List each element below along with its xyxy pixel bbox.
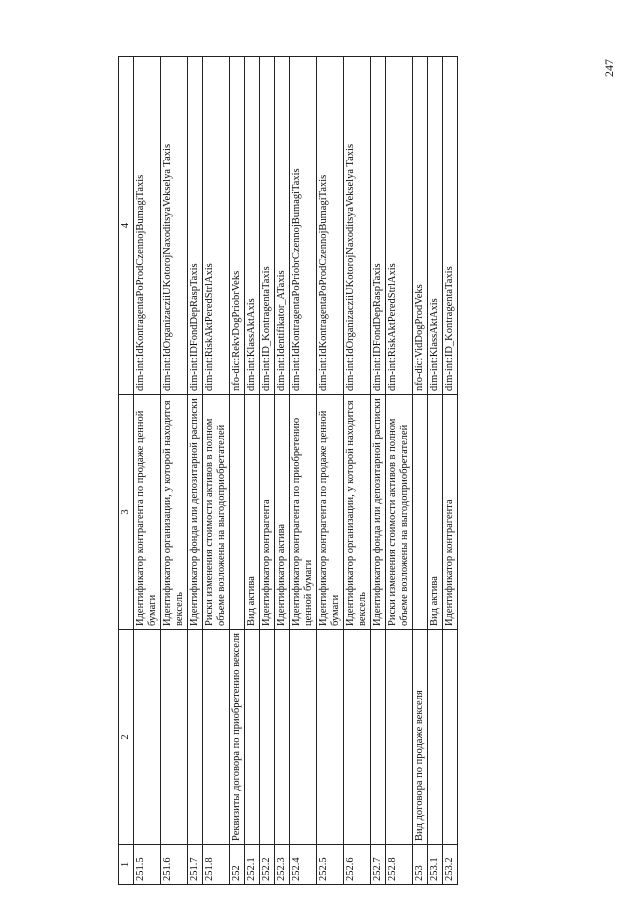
- row-code: dim-int:IdOrganizacziiUKotorojNaxoditsyaVekselya Taxis: [344, 57, 371, 395]
- row-name: [443, 630, 458, 845]
- row-number: 251.8: [203, 845, 230, 885]
- table-row: [230, 57, 245, 885]
- row-name: [245, 630, 260, 845]
- table-row: [290, 57, 317, 885]
- row-number: 252.2: [260, 845, 275, 885]
- row-name: [428, 630, 443, 845]
- table-row: [161, 57, 188, 885]
- row-description: Риски изменения стоимости активов в полном объеме возложены на выгодоприобретателей: [203, 395, 230, 630]
- row-number: 251.6: [161, 845, 188, 885]
- row-name: [134, 630, 161, 845]
- row-number: 253.2: [443, 845, 458, 885]
- row-number: 252.4: [290, 845, 317, 885]
- row-name: [344, 630, 371, 845]
- header-col-3: 3: [119, 395, 134, 630]
- row-code: dim-int:IDFondDepRaspTaxis: [371, 57, 386, 395]
- row-description: Идентификатор фонда или депозитарной расписки: [371, 395, 386, 630]
- row-name: [386, 630, 413, 845]
- table-row: [317, 57, 344, 885]
- table-row: [413, 57, 428, 885]
- row-code: dim-int:KlassAktAxis: [245, 57, 260, 395]
- table-row: [443, 57, 458, 885]
- row-name: [317, 630, 344, 845]
- table-row: [203, 57, 230, 885]
- table-row: [260, 57, 275, 885]
- row-description: Идентификатор контрагента: [260, 395, 275, 630]
- row-number: 253: [413, 845, 428, 885]
- table-row: [188, 57, 203, 885]
- row-number: 251.7: [188, 845, 203, 885]
- row-number: 252.8: [386, 845, 413, 885]
- row-code: dim-int:IdKontragentaPoProdCzennojBumagiTaxis: [317, 57, 344, 395]
- row-code: dim-int:IdKontragentaPoPriobrCzennojBumagiTaxis: [290, 57, 317, 395]
- row-description: Идентификатор контрагента по продаже ценной бумаги: [317, 395, 344, 630]
- table-row: [344, 57, 371, 885]
- header-col-2: 2: [119, 630, 134, 845]
- row-description: Идентификатор контрагента по приобретению ценной бумаги: [290, 395, 317, 630]
- row-name: [161, 630, 188, 845]
- row-code: nfo-dic:RekvDogPriobrVeks: [230, 57, 245, 395]
- row-description: [230, 395, 245, 630]
- row-description: Идентификатор контрагента: [443, 395, 458, 630]
- row-code: dim-int:RiskAktPeredStrlAxis: [203, 57, 230, 395]
- row-code: dim-int:IdKontragentaPoProdCzennojBumagiTaxis: [134, 57, 161, 395]
- row-description: Вид актива: [428, 395, 443, 630]
- row-name: [188, 630, 203, 845]
- row-number: 252: [230, 845, 245, 885]
- row-name: [290, 630, 317, 845]
- row-code: dim-int:IDFondDepRaspTaxis: [188, 57, 203, 395]
- row-description: Идентификатор актива: [275, 395, 290, 630]
- header-col-4: 4: [119, 57, 134, 395]
- row-name: [275, 630, 290, 845]
- row-code: dim-int:KlassAktAxis: [428, 57, 443, 395]
- row-code: dim-int:ID_KontragentaTaxis: [443, 57, 458, 395]
- row-name: Вид договора по продаже векселя: [413, 630, 428, 845]
- row-code: dim-int:IdOrganizacziiUKotorojNaxoditsyaVekselya Taxis: [161, 57, 188, 395]
- row-number: 252.6: [344, 845, 371, 885]
- row-description: Идентификатор организации, у которой находится вексель: [161, 395, 188, 630]
- header-col-1: 1: [119, 845, 134, 885]
- row-number: 252.1: [245, 845, 260, 885]
- data-table: [118, 56, 458, 885]
- row-name: [371, 630, 386, 845]
- table-row: [386, 57, 413, 885]
- row-number: 252.7: [371, 845, 386, 885]
- row-name: [203, 630, 230, 845]
- table-row: [428, 57, 443, 885]
- row-description: Идентификатор организации, у которой находится вексель: [344, 395, 371, 630]
- row-description: Идентификатор контрагента по продаже ценной бумаги: [134, 395, 161, 630]
- table-row: [275, 57, 290, 885]
- row-description: [413, 395, 428, 630]
- table-row: [371, 57, 386, 885]
- table-row: [245, 57, 260, 885]
- row-number: 252.3: [275, 845, 290, 885]
- rotated-table-container: [118, 57, 594, 885]
- row-number: 253.1: [428, 845, 443, 885]
- row-code: nfo-dic:VidDogProdVeks: [413, 57, 428, 395]
- row-name: Реквизиты договора по приобретению векселя: [230, 630, 245, 845]
- row-number: 251.5: [134, 845, 161, 885]
- row-code: dim-int:Identifikator_ATaxis: [275, 57, 290, 395]
- row-code: dim-int:ID_KontragentaTaxis: [260, 57, 275, 395]
- row-description: Вид актива: [245, 395, 260, 630]
- table-header-row: [119, 57, 134, 885]
- row-code: dim-int:RiskAktPeredStrlAxis: [386, 57, 413, 395]
- page-number: 247: [602, 59, 616, 77]
- row-number: 252.5: [317, 845, 344, 885]
- row-description: Идентификатор фонда или депозитарной расписки: [188, 395, 203, 630]
- row-name: [260, 630, 275, 845]
- table-row: [134, 57, 161, 885]
- row-description: Риски изменения стоимости активов в полном объеме возложены на выгодоприобретателей: [386, 395, 413, 630]
